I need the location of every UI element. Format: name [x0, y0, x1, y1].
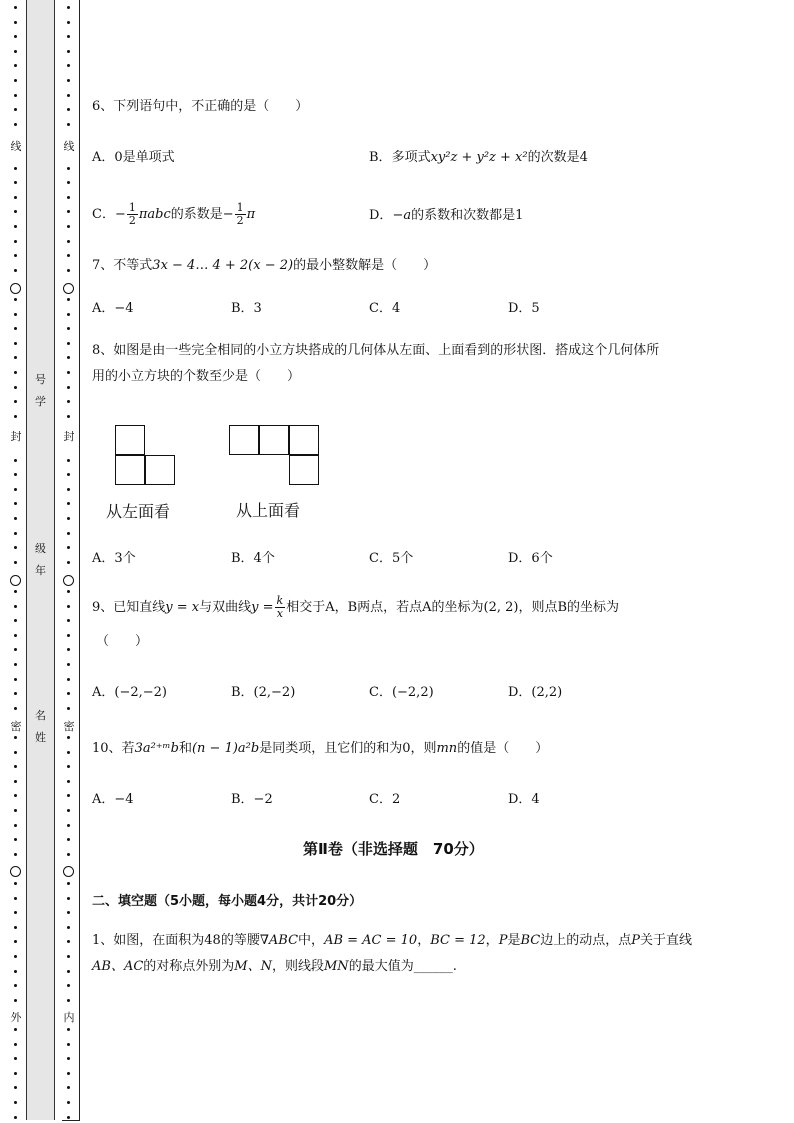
margin-dot [67, 50, 70, 53]
margin-dot [14, 736, 17, 739]
margin-dot [67, 838, 70, 841]
margin-dot [67, 488, 70, 491]
q9-option-a: A．(−2,−2) [92, 685, 167, 700]
grid-cell [289, 455, 319, 485]
margin-dot [14, 751, 17, 754]
margin-dot [14, 386, 17, 389]
margin-dot [67, 400, 70, 403]
margin-dot [67, 619, 70, 622]
fraction-numerator: k [276, 594, 284, 607]
margin-dot [67, 517, 70, 520]
margin-dot [14, 780, 17, 783]
math-expression: MN [324, 959, 349, 974]
q10-option-d: D．4 [508, 792, 540, 807]
fraction [235, 202, 246, 227]
margin-dot [67, 940, 70, 943]
option-text: 0是单项式 [114, 150, 175, 165]
margin-dot [67, 634, 70, 637]
left-margin-label: 封 [10, 430, 22, 443]
margin-dot [14, 605, 17, 608]
math-expression: y = [251, 600, 274, 615]
margin-dot [14, 196, 17, 199]
margin-dot [67, 794, 70, 797]
question-9-line2: （ ） [96, 634, 149, 649]
q6-option-c [92, 200, 255, 230]
question-stem: 下列语句中，不正确的是（ ） [113, 99, 309, 114]
margin-dot [67, 1116, 70, 1119]
margin-dot [67, 736, 70, 739]
margin-dot [67, 123, 70, 126]
margin-dot [14, 108, 17, 111]
margin-dot [67, 765, 70, 768]
margin-dot [14, 269, 17, 272]
margin-dot [14, 926, 17, 929]
margin-dot [14, 1072, 17, 1075]
fraction-numerator: 1 [128, 201, 136, 214]
margin-dot [14, 502, 17, 505]
margin-dot [67, 780, 70, 783]
fill-question-1 [92, 932, 692, 950]
section2-title: 二、填空题（5小题，每小题4分，共计20分） [92, 894, 363, 909]
margin-dot [67, 532, 70, 535]
margin-dot [14, 342, 17, 345]
question-stem: ， [417, 933, 431, 948]
margin-dot [14, 210, 17, 213]
margin-dot [14, 897, 17, 900]
margin-dot [67, 1086, 70, 1089]
question-stem: 和 [178, 741, 192, 756]
margin-dot [67, 79, 70, 82]
question-number: 9、 [92, 600, 114, 615]
option-letter: D． [369, 208, 393, 223]
top-view-caption: 从上面看 [236, 501, 301, 520]
question-stem: 边上的动点，点 [540, 933, 632, 948]
grid-cell [259, 425, 289, 455]
math-expression: (2, 2) [483, 600, 519, 615]
margin-dot [67, 984, 70, 987]
q6-option-a [92, 149, 175, 167]
q8-option-c: C．5个 [369, 551, 414, 566]
margin-dot [14, 663, 17, 666]
question-8-line2: 用的小立方块的个数至少是（ ） [92, 369, 301, 384]
option-text: 的系数和次数都是1 [411, 208, 524, 223]
margin-dot [14, 532, 17, 535]
margin-dot [14, 1086, 17, 1089]
margin-dot [67, 970, 70, 973]
margin-dot [14, 1028, 17, 1031]
margin-dot [14, 50, 17, 53]
fraction-numerator: 1 [236, 201, 244, 214]
margin-dot [67, 1101, 70, 1104]
margin-circle-icon [63, 866, 74, 877]
fraction [275, 595, 286, 620]
margin-dot [14, 1101, 17, 1104]
margin-dot [67, 94, 70, 97]
binding-line [79, 0, 80, 1121]
margin-dot [67, 225, 70, 228]
margin-dot [67, 751, 70, 754]
fraction [127, 202, 138, 227]
option-text: 多项式 [391, 150, 431, 165]
margin-dot [67, 64, 70, 67]
math-expression: 3x − 4… 4 + 2(x − 2) [152, 258, 294, 273]
margin-dot [67, 911, 70, 914]
margin-dot [14, 254, 17, 257]
math-expression: BC = 12 [430, 933, 486, 948]
margin-dot [14, 794, 17, 797]
part2-title: 第Ⅱ卷（非选择题 70分） [303, 840, 484, 858]
margin-dot [14, 984, 17, 987]
math-sign: − [114, 207, 126, 222]
margin-dot [14, 853, 17, 856]
margin-dot [67, 648, 70, 651]
q8-option-d: D．6个 [508, 551, 553, 566]
question-stem: 相交于A，B两点，若点A的坐标为 [286, 600, 484, 615]
margin-dot [67, 342, 70, 345]
margin-dot [67, 590, 70, 593]
margin-dot [67, 313, 70, 316]
margin-dot [14, 240, 17, 243]
question-stem: 关于直线 [639, 933, 692, 948]
margin-dot [67, 502, 70, 505]
margin-dot [14, 356, 17, 359]
math-expression: 3a²⁺ᵐb [134, 741, 179, 756]
margin-dot [67, 6, 70, 9]
margin-dot [67, 999, 70, 1002]
margin-dot [14, 838, 17, 841]
right-margin-label: 密 [63, 720, 75, 733]
margin-dot [67, 1072, 70, 1075]
margin-dot [67, 926, 70, 929]
margin-dot [14, 882, 17, 885]
math-expression: P [498, 933, 508, 948]
question-stem: 与双曲线 [199, 600, 252, 615]
margin-circle-icon [10, 283, 21, 294]
math-expression: BC [520, 933, 541, 948]
margin-dot [14, 517, 17, 520]
margin-dot [67, 678, 70, 681]
margin-dot [67, 473, 70, 476]
left-margin-label: 密 [10, 720, 22, 733]
margin-dot [67, 707, 70, 710]
grid-cell [229, 425, 259, 455]
margin-dot [14, 648, 17, 651]
margin-dot [67, 1028, 70, 1031]
margin-dot [67, 415, 70, 418]
option-text: 的系数是− [170, 207, 234, 222]
margin-dot [67, 298, 70, 301]
margin-dot [14, 1057, 17, 1060]
margin-dot [67, 955, 70, 958]
margin-dot [67, 386, 70, 389]
margin-dot [67, 605, 70, 608]
question-stem: 的最大值为______. [348, 959, 457, 974]
option-letter: B． [369, 150, 392, 165]
margin-circle-icon [63, 283, 74, 294]
option-letter: A． [92, 150, 115, 165]
margin-dot [14, 970, 17, 973]
math-expression: (n − 1)a²b [191, 741, 260, 756]
margin-dot [67, 269, 70, 272]
math-expression: AB = AC = 10 [324, 933, 418, 948]
margin-dot [14, 313, 17, 316]
margin-dot [14, 473, 17, 476]
margin-dot [14, 167, 17, 170]
margin-dot [14, 1043, 17, 1046]
margin-dot [67, 240, 70, 243]
right-dot-column [63, 0, 75, 1123]
q8-option-b: B．4个 [231, 551, 275, 566]
q6-option-b [369, 149, 588, 167]
margin-dot [67, 459, 70, 462]
math-expression: P [631, 933, 640, 948]
margin-circle-icon [63, 575, 74, 586]
question-stem: 已知直线 [113, 600, 166, 615]
margin-dot [14, 79, 17, 82]
margin-dot [14, 123, 17, 126]
q7-option-c: C．4 [369, 301, 401, 316]
q10-option-a: A．−4 [92, 792, 134, 807]
margin-dot [14, 634, 17, 637]
q10-option-c: C．2 [369, 792, 401, 807]
margin-dot [14, 824, 17, 827]
math-expression: xy²z + y²z + x² [430, 150, 528, 165]
margin-dot [14, 94, 17, 97]
grid-cell [115, 425, 145, 455]
question-stem: 的值是（ ） [457, 741, 549, 756]
q7-option-d: D．5 [508, 301, 540, 316]
margin-dot [14, 999, 17, 1002]
fraction-denominator: 2 [236, 214, 244, 227]
question-stem: 若 [121, 741, 135, 756]
option-text: 的次数是4 [527, 150, 588, 165]
question-stem: ，则线段 [271, 959, 324, 974]
label-student-id-1: 号 [35, 373, 46, 386]
question-7 [92, 257, 436, 275]
margin-dot [14, 707, 17, 710]
option-letter: C． [92, 207, 115, 222]
margin-circle-icon [10, 575, 21, 586]
question-9 [92, 592, 619, 624]
question-stem: 中， [298, 933, 325, 948]
question-number: 10、 [92, 741, 122, 756]
top-view-figure [229, 425, 321, 487]
left-margin-label: 外 [10, 1011, 22, 1024]
margin-dot [14, 546, 17, 549]
margin-dot [67, 1057, 70, 1060]
margin-dot [14, 371, 17, 374]
question-stem: 不等式 [113, 258, 153, 273]
margin-dot [14, 225, 17, 228]
margin-dot [67, 882, 70, 885]
question-stem: 是同类项，且它们的和为0，则 [259, 741, 437, 756]
question-stem: ，则点B的坐标为 [518, 600, 620, 615]
grid-cell [145, 455, 175, 485]
math-expression: y = x [165, 600, 200, 615]
margin-dot [14, 459, 17, 462]
margin-dot [67, 824, 70, 827]
margin-dot [14, 955, 17, 958]
margin-dot [14, 940, 17, 943]
student-info-strip [26, 0, 55, 1120]
binding-line-foot [62, 1120, 80, 1121]
margin-dot [67, 210, 70, 213]
fraction-denominator: x [276, 607, 283, 620]
left-view-caption: 从左面看 [106, 502, 171, 521]
margin-dot [67, 196, 70, 199]
left-dot-column [10, 0, 22, 1123]
margin-dot [67, 371, 70, 374]
margin-dot [67, 692, 70, 695]
margin-dot [67, 254, 70, 257]
margin-dot [14, 6, 17, 9]
margin-dot [67, 108, 70, 111]
margin-dot [67, 809, 70, 812]
margin-dot [14, 692, 17, 695]
margin-dot [14, 21, 17, 24]
math-expression: M、N [234, 959, 272, 974]
question-stem: 1、如图，在面积为48的等腰 [92, 933, 260, 948]
margin-dot [14, 809, 17, 812]
margin-dot [67, 546, 70, 549]
q9-option-b: B．(2,−2) [231, 685, 296, 700]
left-view-figure [115, 425, 177, 487]
fraction-denominator: 2 [128, 214, 136, 227]
margin-dot [67, 35, 70, 38]
margin-dot [67, 1043, 70, 1046]
q7-option-b: B．3 [231, 301, 262, 316]
grid-cell [289, 425, 319, 455]
q9-option-d: D．(2,2) [508, 685, 563, 700]
math-expression: mn [436, 741, 458, 756]
right-margin-label: 线 [63, 140, 75, 153]
math-expression: AB、AC [92, 959, 144, 974]
question-stem: 如图是由一些完全相同的小立方块搭成的几何体从左面、上面看到的形状图．搭成这个几何体所 [113, 343, 660, 358]
margin-dot [14, 678, 17, 681]
grid-cell [115, 455, 145, 485]
margin-dot [67, 897, 70, 900]
question-number: 7、 [92, 258, 114, 273]
margin-dot [67, 21, 70, 24]
right-margin-label: 内 [63, 1011, 75, 1024]
question-stem: 是 [507, 933, 521, 948]
left-margin-label: 线 [10, 140, 22, 153]
margin-circle-icon [10, 866, 21, 877]
question-10 [92, 740, 548, 758]
q6-option-d [369, 207, 523, 225]
math-expression: −a [392, 208, 412, 223]
margin-dot [67, 356, 70, 359]
right-margin-label: 封 [63, 430, 75, 443]
margin-dot [14, 488, 17, 491]
margin-dot [14, 327, 17, 330]
margin-dot [67, 663, 70, 666]
q9-option-c: C．(−2,2) [369, 685, 434, 700]
margin-dot [67, 167, 70, 170]
margin-dot [14, 1116, 17, 1119]
question-8 [92, 342, 659, 360]
question-stem: 的对称点外别为 [143, 959, 235, 974]
question-stem: ， [485, 933, 499, 948]
question-stem: 的最小整数解是（ ） [293, 258, 437, 273]
q8-option-a: A．3个 [92, 551, 136, 566]
margin-dot [14, 765, 17, 768]
margin-dot [67, 181, 70, 184]
margin-dot [14, 619, 17, 622]
margin-dot [14, 298, 17, 301]
question-number: 8、 [92, 343, 114, 358]
margin-dot [14, 400, 17, 403]
label-name-1: 名 [35, 709, 46, 722]
question-6 [92, 98, 308, 116]
label-student-id-2: 学 [35, 395, 46, 408]
q7-option-a: A．−4 [92, 301, 134, 316]
margin-dot [14, 181, 17, 184]
q10-option-b: B．−2 [231, 792, 273, 807]
fill-question-1-line2 [92, 958, 457, 976]
margin-dot [14, 911, 17, 914]
label-grade-1: 级 [35, 542, 46, 555]
math-expression: π [246, 207, 256, 222]
margin-dot [67, 327, 70, 330]
math-expression: ∇ABC [259, 933, 299, 948]
margin-dot [14, 64, 17, 67]
label-grade-2: 年 [35, 564, 46, 577]
margin-dot [14, 35, 17, 38]
margin-dot [14, 590, 17, 593]
margin-dot [14, 415, 17, 418]
label-name-2: 姓 [35, 731, 46, 744]
margin-dot [67, 561, 70, 564]
margin-dot [14, 561, 17, 564]
question-number: 6、 [92, 99, 114, 114]
margin-dot [67, 853, 70, 856]
math-expression: πabc [138, 207, 171, 222]
